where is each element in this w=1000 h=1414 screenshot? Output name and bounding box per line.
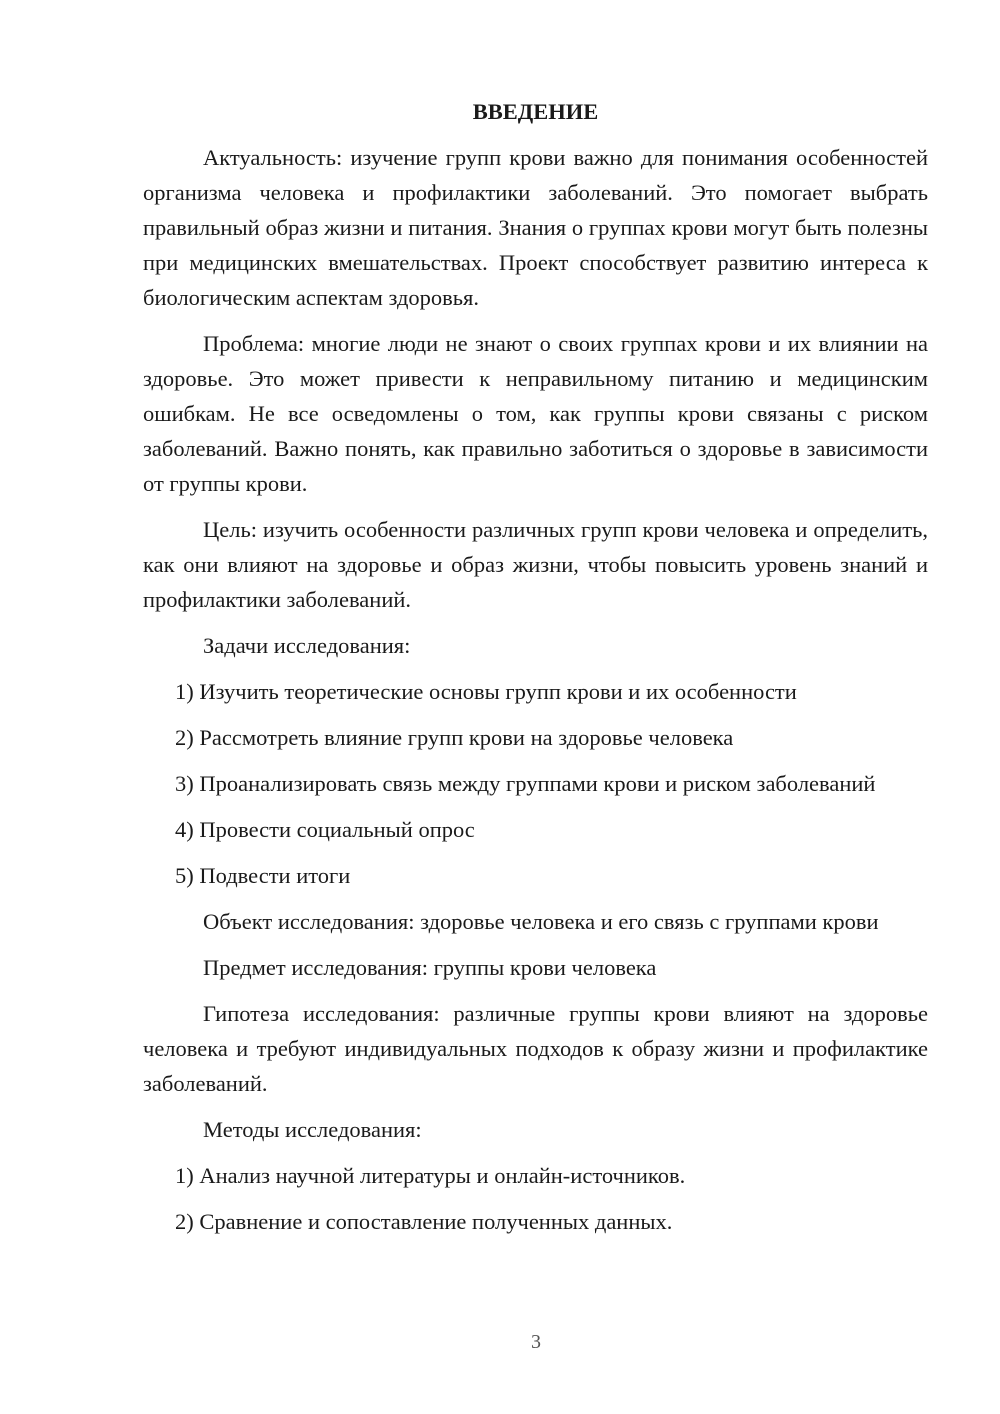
object-paragraph: Объект исследования: здоровье человека и его связь с группами крови [203,909,879,934]
method-item: 2) Сравнение и сопоставление полученных данных. [175,1209,673,1234]
tasks-heading: Задачи исследования: [203,633,411,658]
hypothesis-paragraph: Гипотеза исследования: различные группы крови влияют на здоровье человека и требуют индивидуальных подходов к образу жизни и профилактике заболеваний. [143,1001,928,1096]
goal-paragraph: Цель: изучить особенности различных групп крови человека и определить, как они влияют на здоровье и образ жизни, чтобы повысить уровень знаний и профилактики заболеваний. [143,517,928,612]
page-number: 3 [531,1331,541,1353]
task-item: 3) Проанализировать связь между группами крови и риском заболеваний [175,771,876,796]
task-item: 2) Рассмотреть влияние групп крови на здоровье человека [175,725,734,750]
problem-paragraph: Проблема: многие люди не знают о своих группах крови и их влиянии на здоровье. Это может привести к неправильному питанию и медицинским ошибкам. Не все осведомлены о том, как группы крови связаны с риском заболеваний. Важно понять, как правильно заботиться о здоровье в зависимости от группы крови. [143,331,928,496]
relevance-paragraph: Актуальность: изучение групп крови важно для понимания особенностей организма человека и профилактики заболеваний. Это помогает выбрать правильный образ жизни и питания. Знания о группах крови могут быть полезны при медицинских вмешательствах. Проект способствует развитию интереса к биологическим аспектам здоровья. [143,145,928,310]
document-page [143,94,928,1250]
methods-heading: Методы исследования: [203,1117,422,1142]
page-title: ВВЕДЕНИЕ [472,99,599,124]
method-item: 1) Анализ научной литературы и онлайн-источников. [175,1163,686,1188]
task-item: 4) Провести социальный опрос [175,817,475,842]
subject-paragraph: Предмет исследования: группы крови человека [203,955,657,980]
task-item: 1) Изучить теоретические основы групп крови и их особенности [175,679,797,704]
task-item: 5) Подвести итоги [175,863,351,888]
